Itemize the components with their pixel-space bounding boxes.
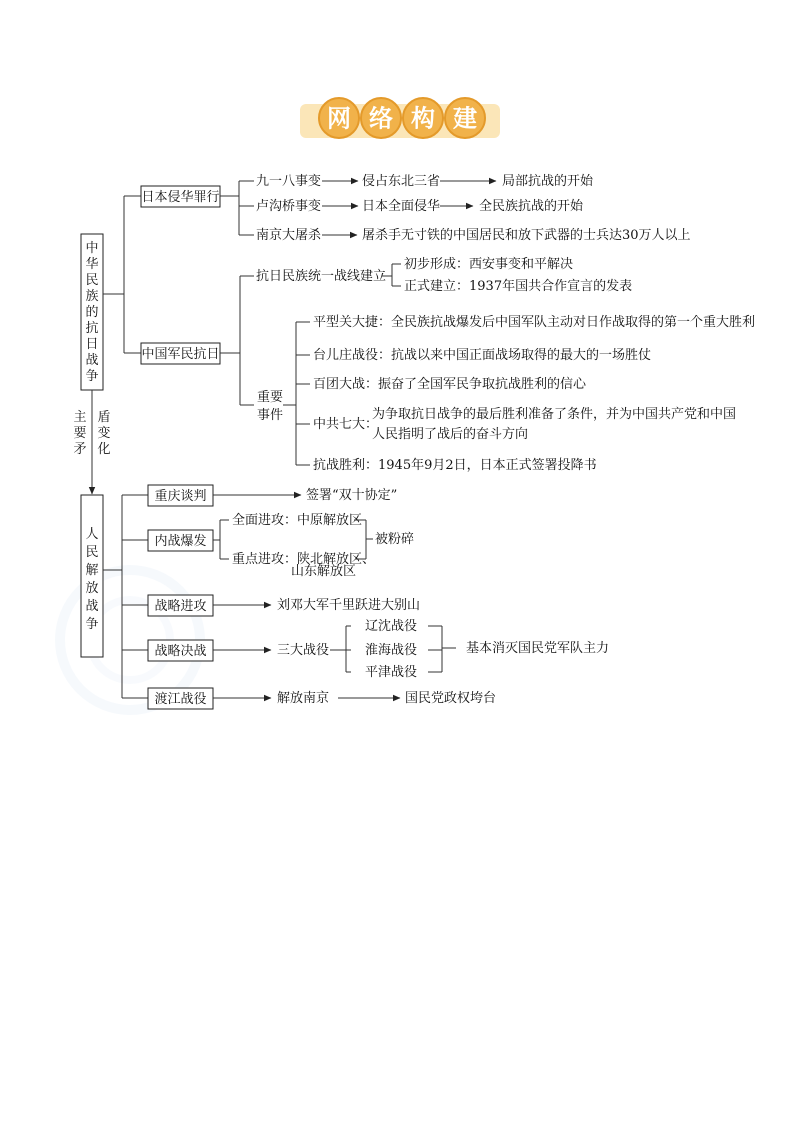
svg-text:局部抗战的开始: 局部抗战的开始 [502, 174, 594, 189]
svg-text:淮海战役: 淮海战役 [365, 643, 418, 658]
title-banner [300, 98, 500, 138]
svg-text:国民党政权垮台: 国民党政权垮台 [405, 691, 497, 706]
root-node-anti-japanese-war [81, 234, 103, 390]
svg-text:网: 网 [327, 104, 351, 133]
important-events-group [257, 314, 755, 473]
svg-text:变: 变 [97, 426, 111, 441]
svg-text:解放南京: 解放南京 [277, 691, 330, 706]
united-front-row [256, 256, 632, 294]
resistance-node [141, 276, 254, 405]
strategic-offensive-row [148, 595, 420, 616]
svg-text:中: 中 [85, 241, 99, 256]
svg-text:平津战役: 平津战役 [365, 665, 418, 680]
svg-text:矛: 矛 [73, 442, 87, 457]
svg-text:战略进攻: 战略进攻 [154, 599, 207, 614]
svg-text:山东解放区: 山东解放区 [291, 564, 357, 579]
svg-text:基本消灭国民党军队主力: 基本消灭国民党军队主力 [466, 641, 610, 656]
svg-text:族: 族 [85, 289, 99, 304]
event-hundred-regiments: 百团大战：振奋了全国军民争取抗战胜利的信心 [313, 377, 587, 392]
crime-row-nanjing-massacre [256, 227, 691, 243]
title-char-2 [361, 98, 401, 138]
svg-text:抗: 抗 [85, 321, 99, 336]
svg-text:日: 日 [85, 337, 99, 352]
svg-text:盾: 盾 [97, 410, 111, 425]
japanese-crimes-node [141, 181, 254, 235]
svg-text:渡江战役: 渡江战役 [154, 692, 207, 707]
svg-text:民: 民 [85, 273, 99, 288]
svg-text:屠杀手无寸铁的中国居民和放下武器的士兵达30万人以上: 屠杀手无寸铁的中国居民和放下武器的士兵达30万人以上 [362, 228, 691, 243]
svg-text:签署“双十协定”: 签署“双十协定” [306, 488, 398, 503]
title-char-1 [319, 98, 359, 138]
svg-text:民: 民 [85, 545, 99, 560]
svg-text:全民族抗战的开始: 全民族抗战的开始 [479, 199, 584, 214]
japanese-crimes-label: 日本侵华罪行 [141, 190, 220, 205]
svg-text:重庆谈判: 重庆谈判 [154, 489, 207, 504]
svg-text:初步形成：西安事变和平解决: 初步形成：西安事变和平解决 [404, 257, 574, 272]
event-seventh-congress-title: 中共七大： [313, 417, 379, 432]
svg-text:内战爆发: 内战爆发 [154, 534, 207, 549]
svg-text:南京大屠杀: 南京大屠杀 [256, 228, 322, 243]
svg-text:抗日民族统一战线建立: 抗日民族统一战线建立 [256, 269, 387, 284]
svg-text:争: 争 [85, 617, 99, 632]
strategic-decisive-row [148, 618, 609, 680]
event-taierzhuang: 台儿庄战役：抗战以来中国正面战场取得的最大的一场胜仗 [313, 348, 652, 363]
crime-row-marco-polo-bridge [256, 198, 584, 214]
event-seventh-congress-line1: 为争取抗日战争的最后胜利准备了条件，并为中国共产党和中国 [372, 407, 737, 422]
event-victory: 抗战胜利：1945年9月2日，日本正式签署投降书 [313, 458, 597, 473]
svg-text:化: 化 [97, 442, 111, 457]
svg-text:战: 战 [85, 599, 99, 614]
svg-text:日本全面侵华: 日本全面侵华 [362, 199, 441, 214]
svg-text:战: 战 [85, 353, 99, 368]
contradiction-change-link [73, 390, 110, 494]
svg-text:侵占东北三省: 侵占东北三省 [362, 174, 441, 189]
civil-war-row [148, 512, 414, 579]
svg-text:事件: 事件 [257, 408, 284, 423]
root-node-liberation-war [81, 495, 103, 657]
svg-text:的: 的 [85, 305, 99, 320]
chongqing-negotiation-row [148, 485, 397, 506]
upper-tree-connectors [103, 196, 141, 353]
title-char-3 [403, 98, 443, 138]
svg-text:重点进攻：陕北解放区、: 重点进攻：陕北解放区、 [232, 552, 376, 567]
svg-text:构: 构 [411, 104, 435, 133]
svg-text:正式建立：1937年国共合作宣言的发表: 正式建立：1937年国共合作宣言的发表 [404, 279, 633, 294]
svg-text:建: 建 [453, 104, 477, 133]
svg-text:重要: 重要 [257, 390, 284, 405]
svg-text:解: 解 [85, 563, 99, 578]
event-seventh-congress-line2: 人民指明了战后的奋斗方向 [372, 427, 529, 442]
svg-text:络: 络 [369, 104, 393, 133]
svg-text:战略决战: 战略决战 [154, 644, 207, 659]
svg-text:卢沟桥事变: 卢沟桥事变 [256, 199, 322, 214]
svg-text:要: 要 [73, 426, 87, 441]
svg-text:主: 主 [73, 410, 87, 425]
svg-text:被粉碎: 被粉碎 [375, 532, 415, 547]
svg-text:放: 放 [85, 581, 99, 596]
svg-text:三大战役: 三大战役 [277, 643, 330, 658]
svg-text:全面进攻：中原解放区: 全面进攻：中原解放区 [232, 513, 363, 528]
river-crossing-row [148, 688, 496, 709]
svg-text:争: 争 [85, 369, 99, 384]
svg-text:九一八事变: 九一八事变 [256, 174, 322, 189]
title-char-4 [445, 98, 485, 138]
crime-row-mukden [256, 173, 594, 189]
svg-text:刘邓大军千里跃进大别山: 刘邓大军千里跃进大别山 [277, 598, 421, 613]
resistance-label: 中国军民抗日 [141, 347, 220, 362]
svg-text:华: 华 [85, 257, 99, 272]
svg-text:辽沈战役: 辽沈战役 [365, 619, 418, 634]
svg-text:人: 人 [85, 527, 99, 542]
event-pingxingguan: 平型关大捷：全民族抗战爆发后中国军队主动对日作战取得的第一个重大胜利 [313, 315, 756, 330]
